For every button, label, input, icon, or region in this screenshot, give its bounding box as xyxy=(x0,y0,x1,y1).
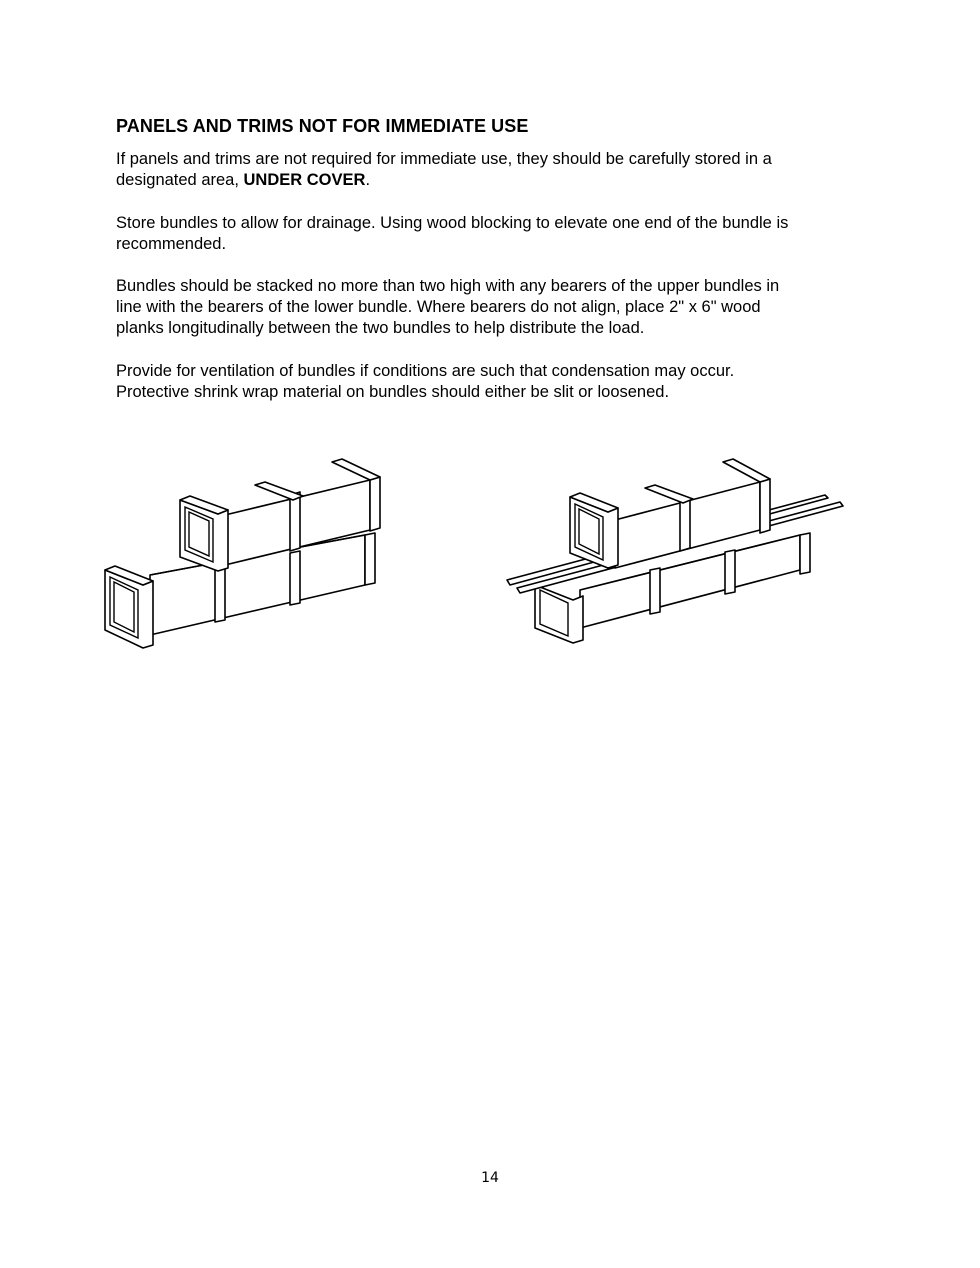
stacked-bundles-aligned-illustration xyxy=(95,440,395,655)
paragraph-line: Bundles should be stacked no more than two high with any bearers of the upper bundles in xyxy=(116,277,780,295)
paragraph-line: Protective shrink wrap material on bundles should either be slit or loosened. xyxy=(116,383,670,401)
paragraph-line: recommended. xyxy=(116,235,227,253)
paragraph-line xyxy=(116,170,876,191)
stacked-bundles-with-planks-illustration xyxy=(495,440,855,655)
paragraph-drainage xyxy=(116,213,876,255)
paragraph-stacking xyxy=(116,276,876,339)
text-run: . xyxy=(365,171,371,189)
under-cover-emphasis: UNDER COVER xyxy=(243,171,366,189)
paragraph-ventilation xyxy=(116,361,876,403)
paragraph-line: line with the bearers of the lower bundle. Where bearers do not align, place 2" x 6" wood xyxy=(116,298,761,316)
paragraph-line: If panels and trims are not required for immediate use, they should be carefully stored in a xyxy=(116,150,772,168)
paragraph-line: Provide for ventilation of bundles if conditions are such that condensation may occur. xyxy=(116,362,735,380)
section-heading: PANELS AND TRIMS NOT FOR IMMEDIATE USE xyxy=(116,116,529,136)
page-number: 14 xyxy=(481,1170,499,1186)
paragraph-line: Store bundles to allow for drainage. Using wood blocking to elevate one end of the bundle is xyxy=(116,214,789,232)
paragraph-storage xyxy=(116,149,876,191)
paragraph-line: planks longitudinally between the two bundles to help distribute the load. xyxy=(116,319,645,337)
text-run: designated area, xyxy=(116,171,244,189)
